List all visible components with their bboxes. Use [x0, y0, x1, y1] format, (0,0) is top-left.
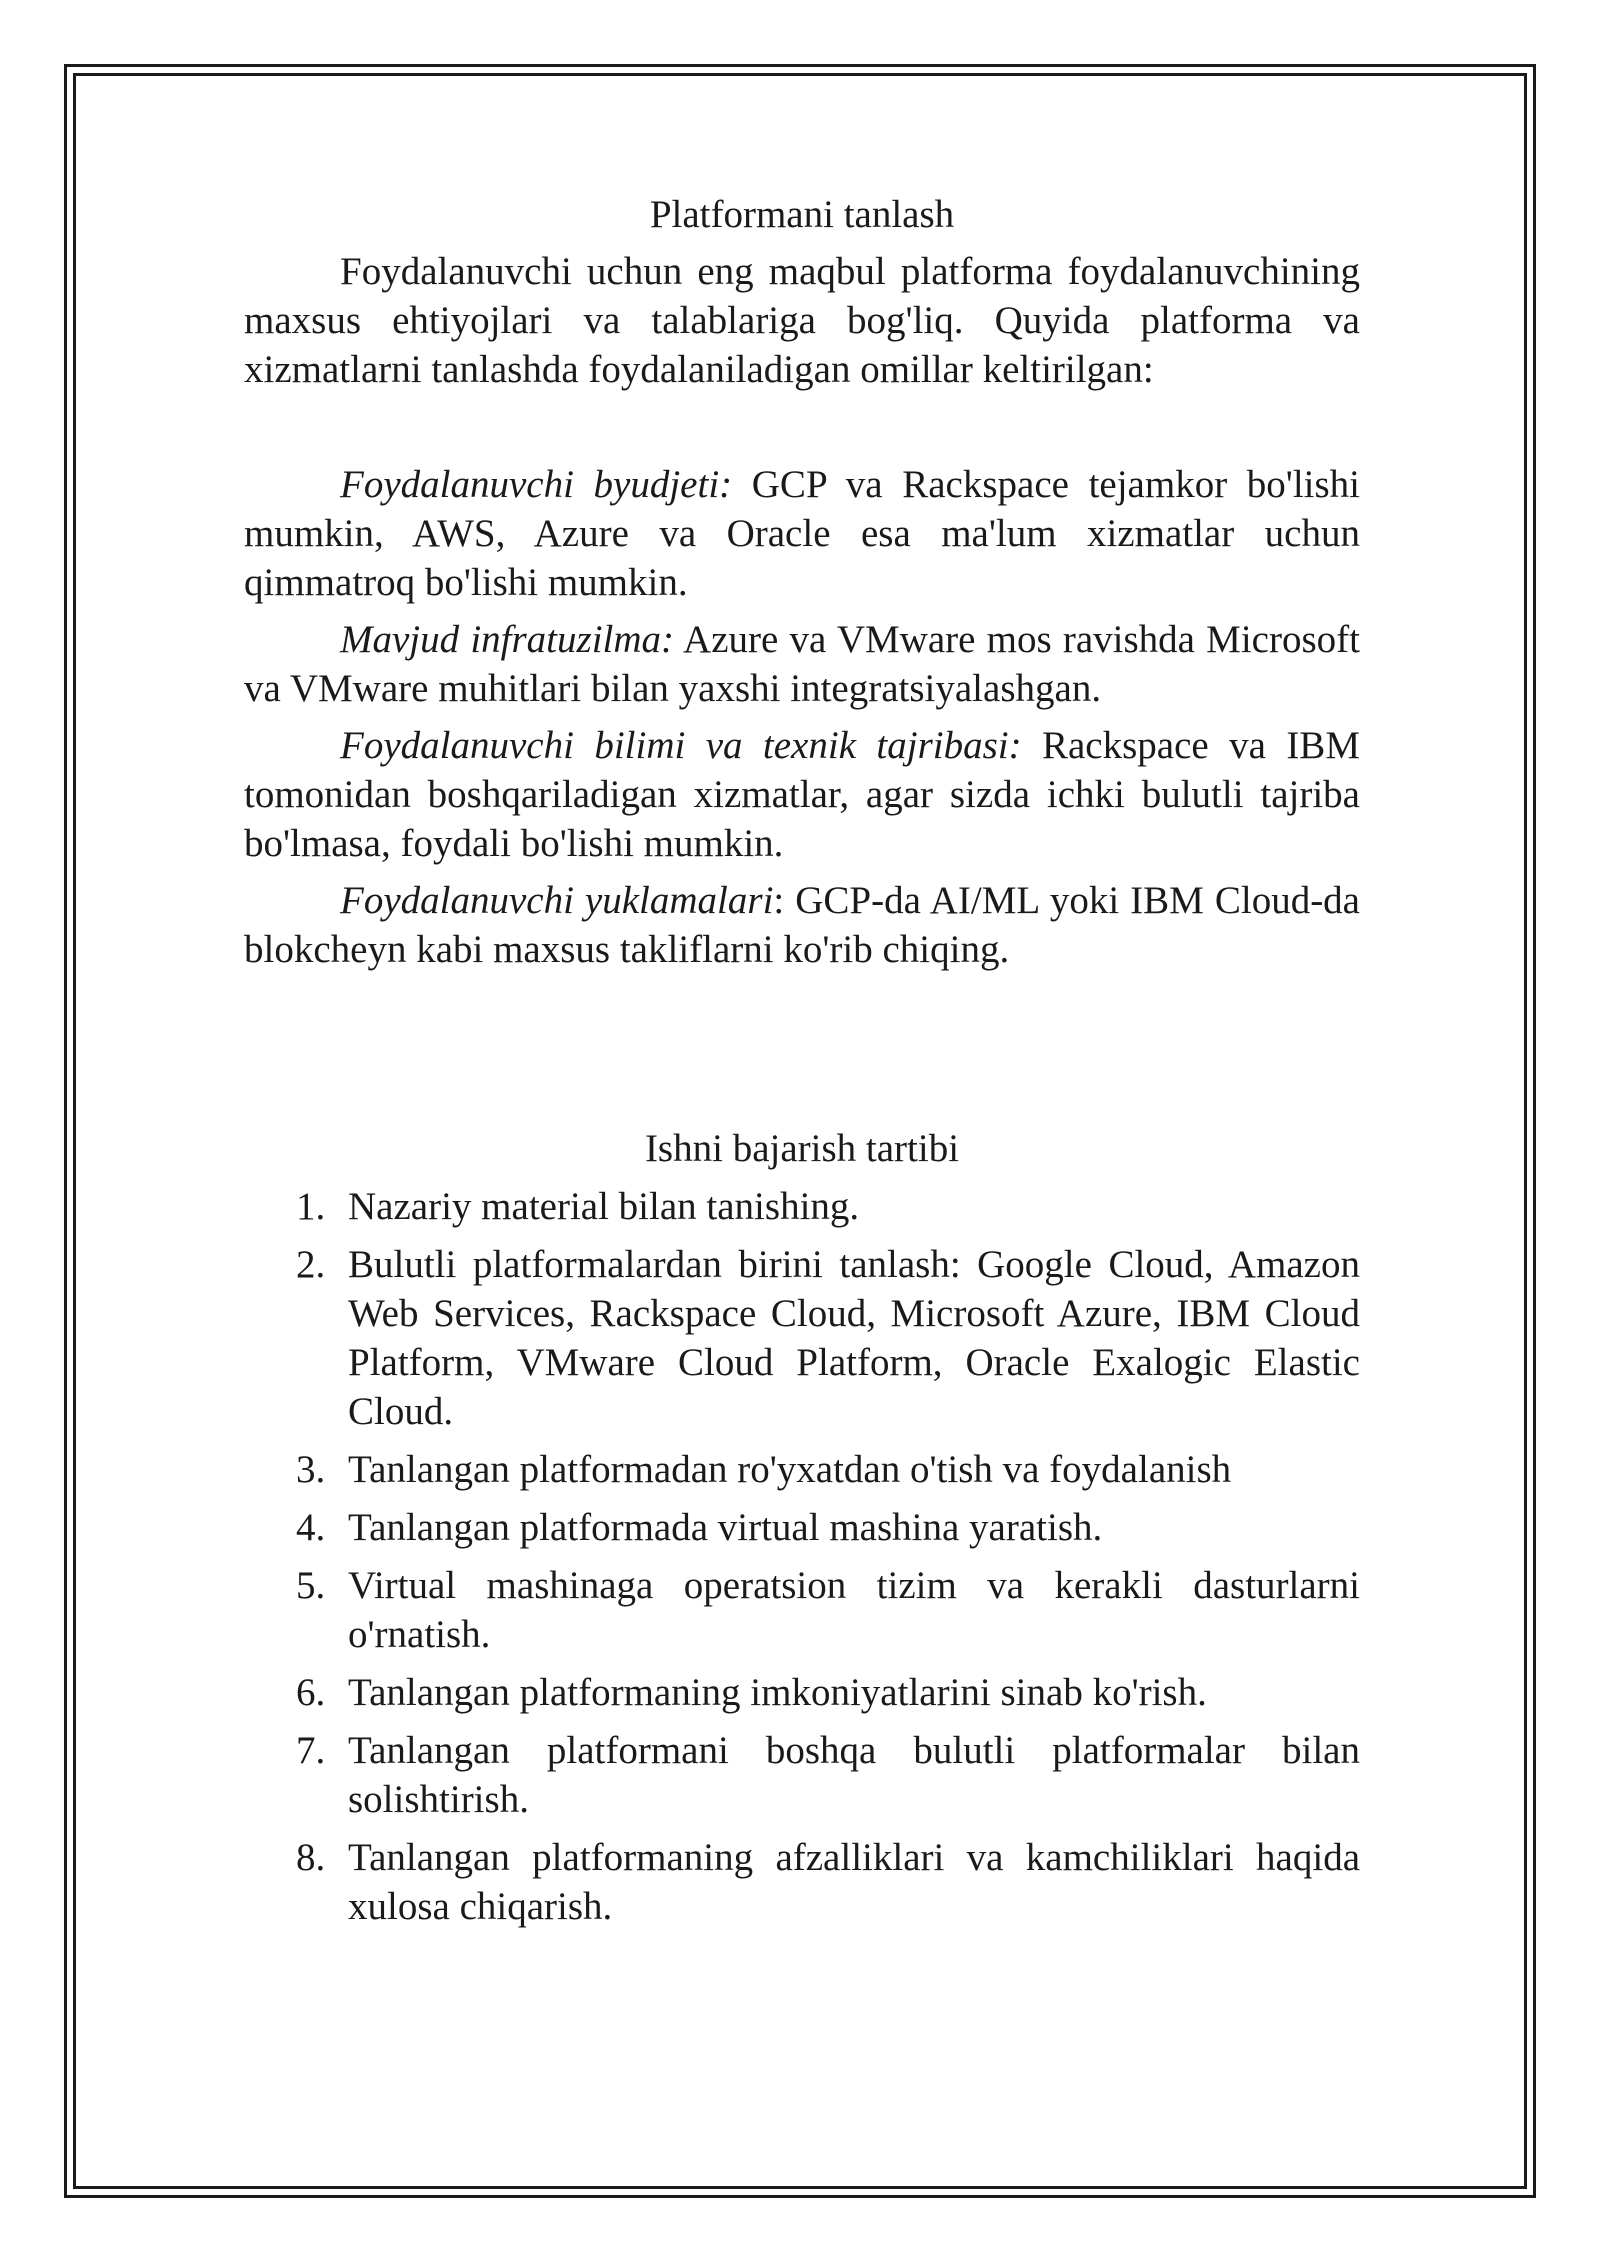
- list-item: [244, 1445, 1360, 1494]
- factor-label: Foydalanuvchi yuklamalari: [340, 879, 774, 922]
- list-number: 4.: [296, 1506, 326, 1549]
- list-number: 3.: [296, 1448, 326, 1491]
- list-item-text: Tanlangan platformadan ro'yxatdan o'tish va foydalanish: [348, 1448, 1232, 1491]
- list-number: 1.: [296, 1185, 326, 1228]
- spacer: [244, 394, 1360, 452]
- list-item-text: Tanlangan platformaning afzalliklari va kamchiliklari haqida xulosa chiqarish.: [348, 1836, 1360, 1928]
- intro-paragraph: Foydalanuvchi uchun eng maqbul platforma foydalanuvchining maxsus ehtiyojlari va talablariga bog'liq. Quyida platforma va xizmatlarni tanlashda foydalaniladigan omillar keltirilgan:: [244, 250, 1360, 391]
- list-item-text: Nazariy material bilan tanishing.: [348, 1185, 860, 1228]
- list-item-text: Bulutli platformalardan birini tanlash: Google Cloud, Amazon Web Services, Rackspace Cloud, Microsoft Azure, IBM Cloud Platform, VMware Cloud Platform, Oracle Exalogic Elastic Cloud.: [348, 1243, 1360, 1433]
- list-number: 6.: [296, 1671, 326, 1714]
- list-item: [244, 1503, 1360, 1552]
- list-item: [244, 1668, 1360, 1717]
- document-body: [244, 190, 1360, 1931]
- factor-text: GCP va Rackspace tejamkor bo'lishi mumkin, AWS, Azure va Oracle esa ma'lum xizmatlar uchun qimmatroq bo'lishi mumkin.: [244, 463, 1360, 604]
- list-number: 2.: [296, 1243, 326, 1286]
- factor-workloads: [244, 876, 1360, 974]
- list-item: [244, 1833, 1360, 1931]
- list-item: [244, 1182, 1360, 1231]
- factor-budget: [244, 460, 1360, 607]
- list-number: 8.: [296, 1836, 326, 1879]
- factor-label: Mavjud infratuzilma:: [340, 618, 675, 661]
- list-item-text: Virtual mashinaga operatsion tizim va kerakli dasturlarni o'rnatish.: [348, 1564, 1360, 1656]
- list-item-text: Tanlangan platformani boshqa bulutli platformalar bilan solishtirish.: [348, 1729, 1360, 1821]
- list-item-text: Tanlangan platformada virtual mashina yaratish.: [348, 1506, 1103, 1549]
- list-number: 7.: [296, 1729, 326, 1772]
- factor-text: Rackspace va IBM tomonidan boshqariladigan xizmatlar, agar sizda ichki bulutli tajriba bo'lmasa, foydali bo'lishi mumkin.: [244, 724, 1360, 865]
- list-item: [244, 1561, 1360, 1659]
- section-title-work-order: Ishni bajarish tartibi: [644, 1127, 960, 1170]
- factor-expertise: [244, 721, 1360, 868]
- list-item: [244, 1240, 1360, 1436]
- spacer: [244, 974, 1360, 1124]
- factor-label: Foydalanuvchi bilimi va texnik tajribasi:: [340, 724, 1022, 767]
- section-title-platform-choice: Platformani tanlash: [649, 193, 955, 236]
- list-item: [244, 1726, 1360, 1824]
- factor-text: Azure va VMware mos ravishda Microsoft va VMware muhitlari bilan yaxshi integratsiyalashgan.: [244, 618, 1360, 710]
- factor-infrastructure: [244, 615, 1360, 713]
- list-item-text: Tanlangan platformaning imkoniyatlarini sinab ko'rish.: [348, 1671, 1207, 1714]
- factor-text: : GCP-da AI/ML yoki IBM Cloud-da blokcheyn kabi maxsus takliflarni ko'rib chiqing.: [244, 879, 1360, 971]
- list-number: 5.: [296, 1564, 326, 1607]
- steps-list: [244, 1182, 1360, 1931]
- factor-label: Foydalanuvchi byudjeti:: [340, 463, 733, 506]
